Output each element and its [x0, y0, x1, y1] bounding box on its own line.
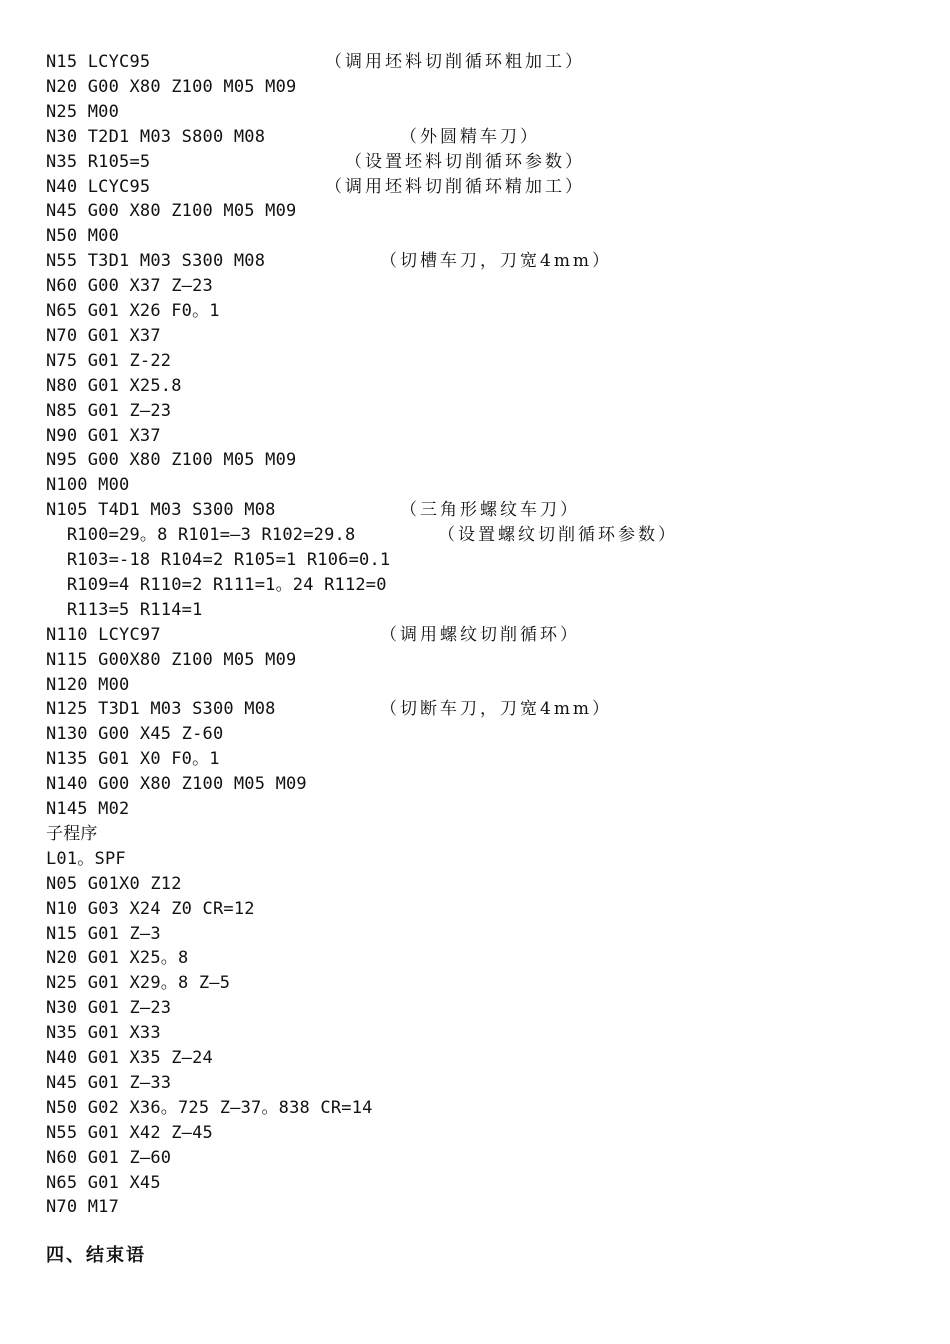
- program-line: [0, 299, 950, 324]
- program-line: [0, 996, 950, 1021]
- code-text: N25 G01 X29。8 Z—5: [46, 973, 231, 994]
- program-line: [0, 125, 950, 150]
- code-text: N140 G00 X80 Z100 M05 M09: [46, 774, 307, 795]
- code-text: N35 R105=5: [46, 151, 151, 172]
- program-line: [0, 448, 950, 473]
- program-line: [0, 274, 950, 299]
- code-comment: （调用坯料切削循环粗加工）: [325, 52, 585, 72]
- program-line: [0, 897, 950, 922]
- code-comment: （调用坯料切削循环精加工）: [325, 176, 585, 197]
- program-line: [0, 199, 950, 224]
- code-comment: （切槽车刀，刀宽4mm）: [380, 251, 613, 272]
- program-line: [0, 75, 950, 100]
- code-comment: （外圆精车刀）: [400, 126, 540, 147]
- code-text: N55 G01 X42 Z—45: [46, 1122, 213, 1143]
- code-text: N65 G01 X26 F0。1: [46, 301, 220, 321]
- code-text: N80 G01 X25.8: [46, 375, 182, 396]
- code-comment: （三角形螺纹车刀）: [400, 500, 580, 521]
- code-text: N50 M00: [46, 226, 120, 247]
- program-line: [0, 374, 950, 399]
- program-line: [0, 872, 950, 897]
- code-text: N15 LCYC95: [46, 52, 151, 72]
- program-line: [0, 847, 950, 872]
- code-text: N70 M17: [46, 1197, 120, 1218]
- code-text: N20 G01 X25。8: [46, 948, 189, 969]
- code-text: N120 M00: [46, 674, 130, 695]
- code-comment: （调用螺纹切削循环）: [380, 624, 580, 645]
- program-line: [0, 175, 950, 200]
- program-line: [0, 747, 950, 772]
- program-line: [0, 50, 950, 75]
- code-text: 子程序: [46, 823, 98, 844]
- program-line: [0, 100, 950, 125]
- code-text: N110 LCYC97: [46, 624, 161, 645]
- code-text: N125 T3D1 M03 S300 M08: [46, 699, 276, 720]
- code-text: N40 LCYC95: [46, 176, 151, 197]
- program-line: [0, 224, 950, 249]
- program-line: [0, 623, 950, 648]
- program-line: [0, 548, 950, 573]
- program-line: [0, 648, 950, 673]
- code-text: N105 T4D1 M03 S300 M08: [46, 500, 276, 521]
- program-line: [0, 697, 950, 722]
- code-text: N65 G01 X45: [46, 1172, 161, 1193]
- program-line: [0, 598, 950, 623]
- code-text: N130 G00 X45 Z-60: [46, 724, 224, 745]
- code-comment: （设置坯料切削循环参数）: [345, 151, 585, 172]
- code-text: N45 G00 X80 Z100 M05 M09: [46, 201, 297, 222]
- program-line: [0, 822, 950, 847]
- program-line: [0, 1171, 950, 1196]
- code-text: R113=5 R114=1: [46, 599, 203, 620]
- program-line: [0, 1121, 950, 1146]
- program-line: [0, 946, 950, 971]
- program-line: [0, 349, 950, 374]
- code-text: R109=4 R110=2 R111=1。24 R112=0: [46, 574, 387, 595]
- program-line: [0, 922, 950, 947]
- code-text: N25 M00: [46, 101, 120, 122]
- code-text: N50 G02 X36。725 Z—37。838 CR=14: [46, 1097, 373, 1118]
- code-text: N75 G01 Z-22: [46, 350, 172, 371]
- program-line: [0, 722, 950, 747]
- program-line: [0, 473, 950, 498]
- section-heading: 四、结束语: [46, 1245, 146, 1266]
- program-line: [0, 399, 950, 424]
- code-text: N10 G03 X24 Z0 CR=12: [46, 898, 255, 919]
- program-line: [0, 797, 950, 822]
- code-text: R100=29。8 R101=—3 R102=29.8: [46, 525, 356, 546]
- program-line: [0, 324, 950, 349]
- program-line: [0, 673, 950, 698]
- code-text: N115 G00X80 Z100 M05 M09: [46, 649, 297, 670]
- code-text: N45 G01 Z—33: [46, 1072, 172, 1093]
- code-text: N70 G01 X37: [46, 325, 161, 346]
- code-text: N05 G01X0 Z12: [46, 873, 182, 894]
- program-line: [0, 772, 950, 797]
- code-text: N145 M02: [46, 799, 130, 819]
- program-line: [0, 249, 950, 274]
- code-text: N15 G01 Z—3: [46, 923, 161, 944]
- program-line: [0, 424, 950, 449]
- code-text: N35 G01 X33: [46, 1023, 161, 1044]
- code-text: N30 T2D1 M03 S800 M08: [46, 126, 266, 147]
- program-line: [0, 1096, 950, 1121]
- program-line: [0, 1021, 950, 1046]
- code-comment: （切断车刀，刀宽4mm）: [380, 699, 613, 720]
- code-text: N90 G01 X37: [46, 425, 161, 446]
- code-text: N55 T3D1 M03 S300 M08: [46, 251, 266, 272]
- code-text: N95 G00 X80 Z100 M05 M09: [46, 450, 297, 471]
- code-comment: （设置螺纹切削循环参数）: [438, 525, 678, 546]
- code-text: N100 M00: [46, 475, 130, 496]
- program-line: [0, 498, 950, 523]
- code-text: N85 G01 Z—23: [46, 400, 172, 421]
- code-text: N135 G01 X0 F0。1: [46, 749, 220, 770]
- code-text: N40 G01 X35 Z—24: [46, 1048, 213, 1068]
- program-line: [0, 1046, 950, 1071]
- code-text: N30 G01 Z—23: [46, 998, 172, 1019]
- code-text: N60 G01 Z—60: [46, 1147, 172, 1168]
- code-text: L01。SPF: [46, 848, 126, 869]
- code-text: R103=-18 R104=2 R105=1 R106=0.1: [46, 550, 391, 570]
- program-line: [0, 1195, 950, 1220]
- program-line: [0, 1146, 950, 1171]
- program-line: [0, 523, 950, 548]
- program-line: [0, 150, 950, 175]
- program-line: [0, 1071, 950, 1096]
- code-text: N60 G00 X37 Z—23: [46, 276, 213, 297]
- program-line: [0, 971, 950, 996]
- code-text: N20 G00 X80 Z100 M05 M09: [46, 76, 297, 97]
- program-line: [0, 573, 950, 598]
